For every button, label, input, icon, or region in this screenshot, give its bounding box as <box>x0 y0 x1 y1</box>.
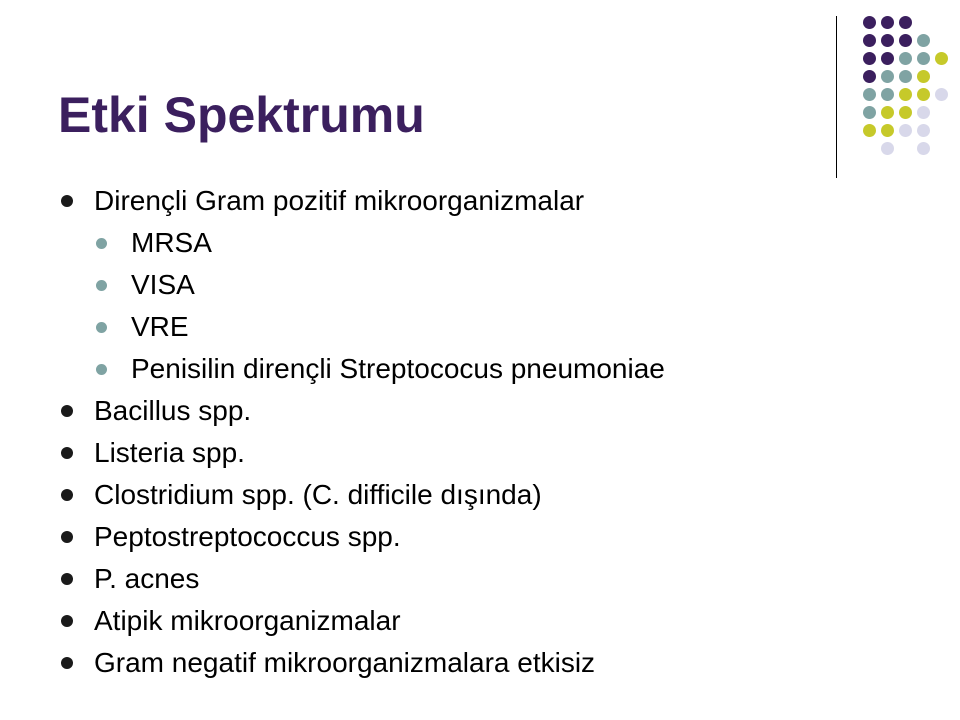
bullet-dot-icon <box>61 615 73 627</box>
decor-dot-purple <box>881 52 894 65</box>
decor-dot-purple <box>863 70 876 83</box>
decor-dot-teal <box>881 70 894 83</box>
decor-dot-lime <box>917 70 930 83</box>
bullet-dot-icon <box>61 195 73 207</box>
bullet-text: Atipik mikroorganizmalar <box>94 605 401 636</box>
decor-dot-teal <box>899 70 912 83</box>
bullet-text: Bacillus spp. <box>94 395 252 426</box>
bullet-dot-icon <box>61 405 73 417</box>
vertical-divider <box>836 16 837 178</box>
bullet-text: Listeria spp. <box>94 437 245 468</box>
decor-dot-lime <box>899 88 912 101</box>
decor-dot-purple <box>881 34 894 47</box>
decor-dot-teal <box>863 88 876 101</box>
decor-dot-lime <box>899 106 912 119</box>
bullet-text: Penisilin dirençli Streptococus pneumoniae <box>131 353 665 384</box>
bullet-text: VRE <box>131 311 189 342</box>
decor-dot-lavender <box>881 142 894 155</box>
bullet-dot-icon <box>61 531 73 543</box>
decor-dot-teal <box>881 88 894 101</box>
decor-dot-lavender <box>899 124 912 137</box>
decor-dot-purple <box>863 34 876 47</box>
decor-dot-lime <box>863 124 876 137</box>
slide-title: Etki Spektrumu <box>58 87 425 143</box>
sub-bullet-dot-icon <box>96 364 107 375</box>
bullet-text: Clostridium spp. (C. difficile dışında) <box>94 479 542 510</box>
decor-dot-teal <box>899 52 912 65</box>
bullet-dot-icon <box>61 447 73 459</box>
decor-dot-lime <box>917 88 930 101</box>
sub-bullet-dot-icon <box>96 280 107 291</box>
decor-dot-lime <box>935 52 948 65</box>
decor-dot-lavender <box>935 88 948 101</box>
bullet-text: VISA <box>131 269 195 300</box>
decor-dot-lavender <box>917 142 930 155</box>
bullet-text: P. acnes <box>94 563 200 594</box>
decor-dot-lavender <box>917 124 930 137</box>
bullet-text: Dirençli Gram pozitif mikroorganizmalar <box>94 185 585 216</box>
bullet-text: MRSA <box>131 227 212 258</box>
decor-dot-lime <box>881 124 894 137</box>
decor-dot-teal <box>863 106 876 119</box>
bullet-dot-icon <box>61 489 73 501</box>
decor-dot-purple <box>899 16 912 29</box>
sub-bullet-dot-icon <box>96 322 107 333</box>
bullet-text: Gram negatif mikroorganizmalara etkisiz <box>94 647 596 678</box>
decor-dot-teal <box>917 34 930 47</box>
bullet-dot-icon <box>61 657 73 669</box>
decor-dot-lavender <box>917 106 930 119</box>
decor-dot-lime <box>881 106 894 119</box>
decor-dot-purple <box>863 16 876 29</box>
decor-dot-purple <box>881 16 894 29</box>
sub-bullet-dot-icon <box>96 238 107 249</box>
decor-dot-teal <box>917 52 930 65</box>
decor-dot-purple <box>899 34 912 47</box>
bullet-dot-icon <box>61 573 73 585</box>
bullet-text: Peptostreptococcus spp. <box>94 521 401 552</box>
decor-dot-purple <box>863 52 876 65</box>
